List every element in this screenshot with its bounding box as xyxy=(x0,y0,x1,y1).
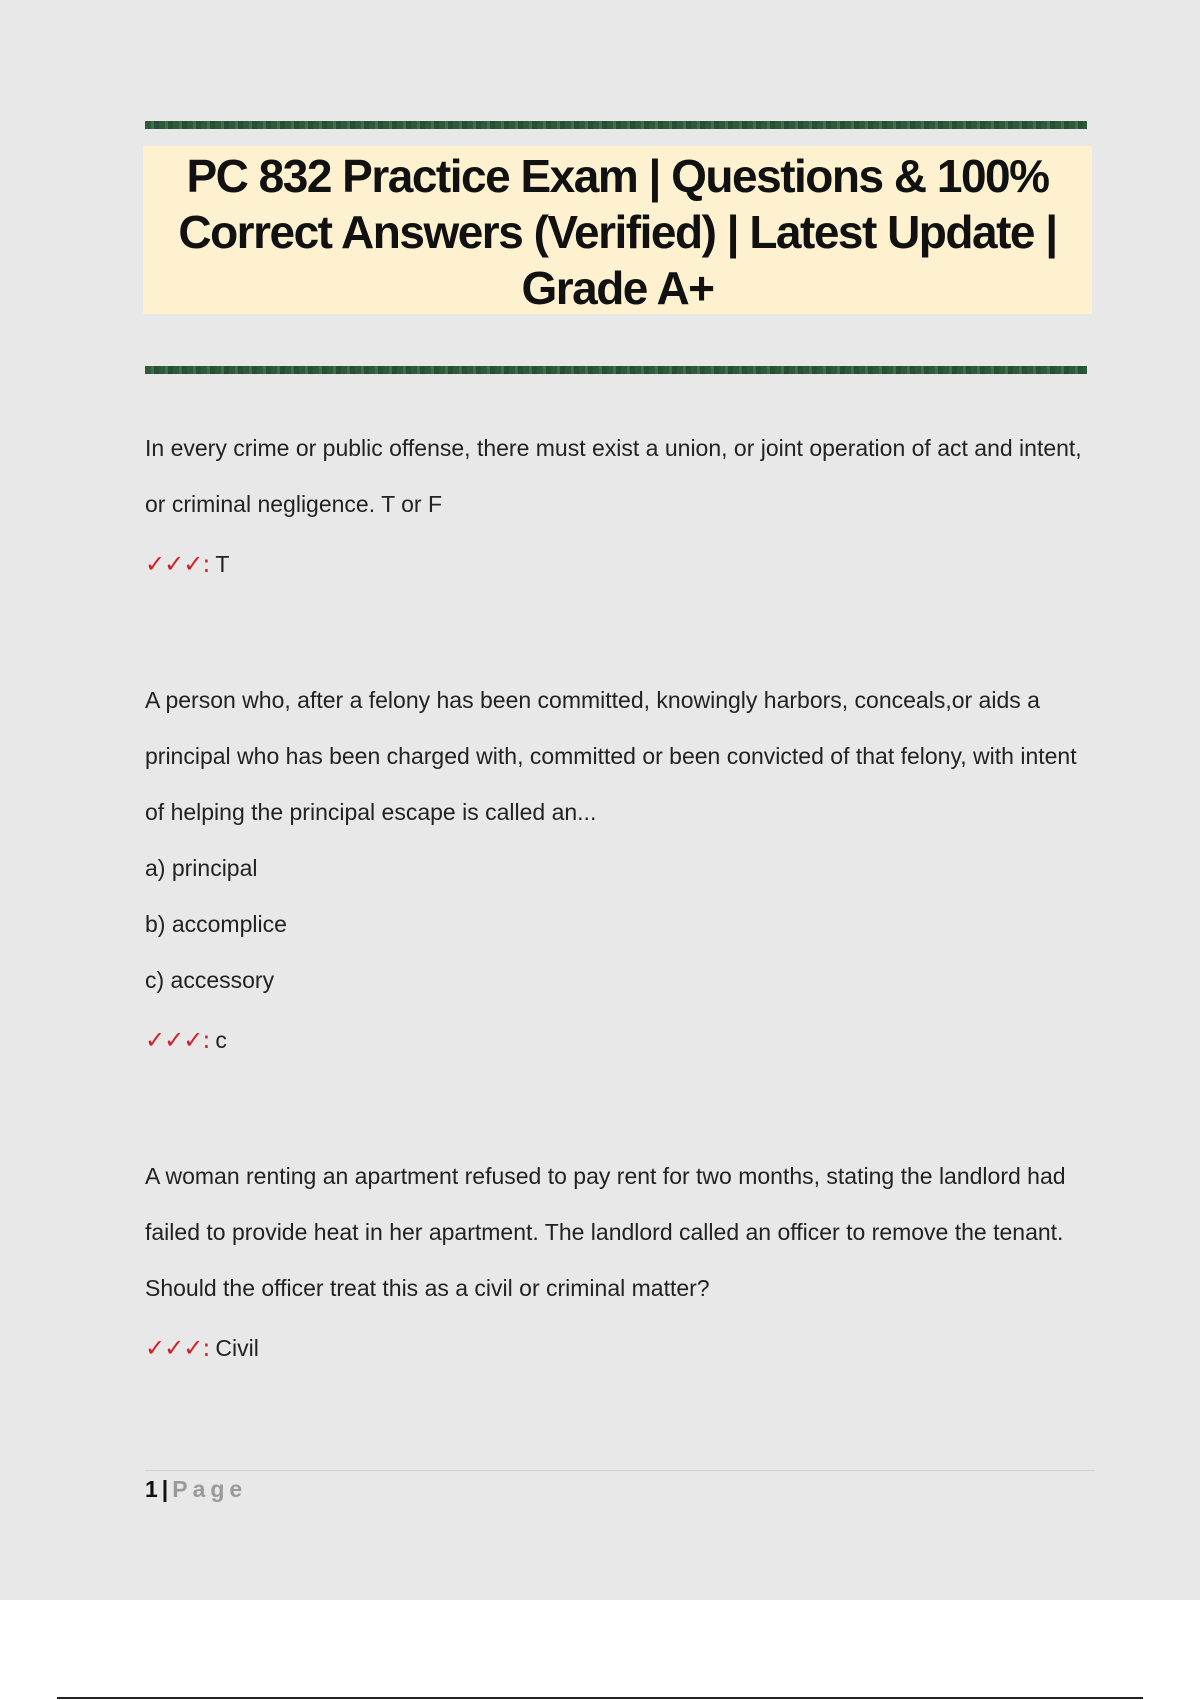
question-text: In every crime or public offense, there must exist a union, or joint operation of act and intent, or criminal negligence. T or F xyxy=(145,435,1082,517)
answer-value: c xyxy=(215,1027,227,1053)
document-title: PC 832 Practice Exam | Questions & 100% Correct Answers (Verified) | Latest Update | Grade A+ xyxy=(143,146,1092,314)
answer-option: b) accomplice xyxy=(145,911,287,937)
answer-value: Civil xyxy=(215,1335,259,1361)
checkmarks-icon: ✓✓✓: xyxy=(145,1334,210,1362)
footer-separator: | xyxy=(161,1476,169,1502)
answer-line xyxy=(145,536,1095,592)
answer-option: c) accessory xyxy=(145,967,275,993)
question-text: A person who, after a felony has been committed, knowingly harbors, conceals,or aids a principal who has been charged with, committed or been convicted of that felony, with intent of helping the principal escape is called an... xyxy=(145,687,1077,825)
answer-line xyxy=(145,1320,1095,1376)
checkmarks-icon: ✓✓✓: xyxy=(145,1026,210,1054)
page-number: 1 xyxy=(145,1476,158,1502)
page-footer xyxy=(145,1475,247,1503)
question-list xyxy=(145,420,1095,1376)
question-block xyxy=(145,672,1095,1068)
question-block xyxy=(145,1148,1095,1376)
footer-divider xyxy=(145,1470,1095,1471)
question-block xyxy=(145,420,1095,592)
question-text: A woman renting an apartment refused to pay rent for two months, stating the landlord had failed to provide heat in her apartment. The landlord called an officer to remove the tenant. Should the officer treat this as a civil or criminal matter? xyxy=(145,1163,1066,1301)
answer-value: T xyxy=(215,551,230,577)
checkmarks-icon: ✓✓✓: xyxy=(145,550,210,578)
answer-option: a) principal xyxy=(145,855,258,881)
viewer-bottom-border xyxy=(57,1697,1143,1699)
page-label: Page xyxy=(172,1476,248,1502)
title-bottom-rule xyxy=(145,366,1087,374)
title-top-rule xyxy=(145,121,1087,129)
answer-line xyxy=(145,1012,1095,1068)
